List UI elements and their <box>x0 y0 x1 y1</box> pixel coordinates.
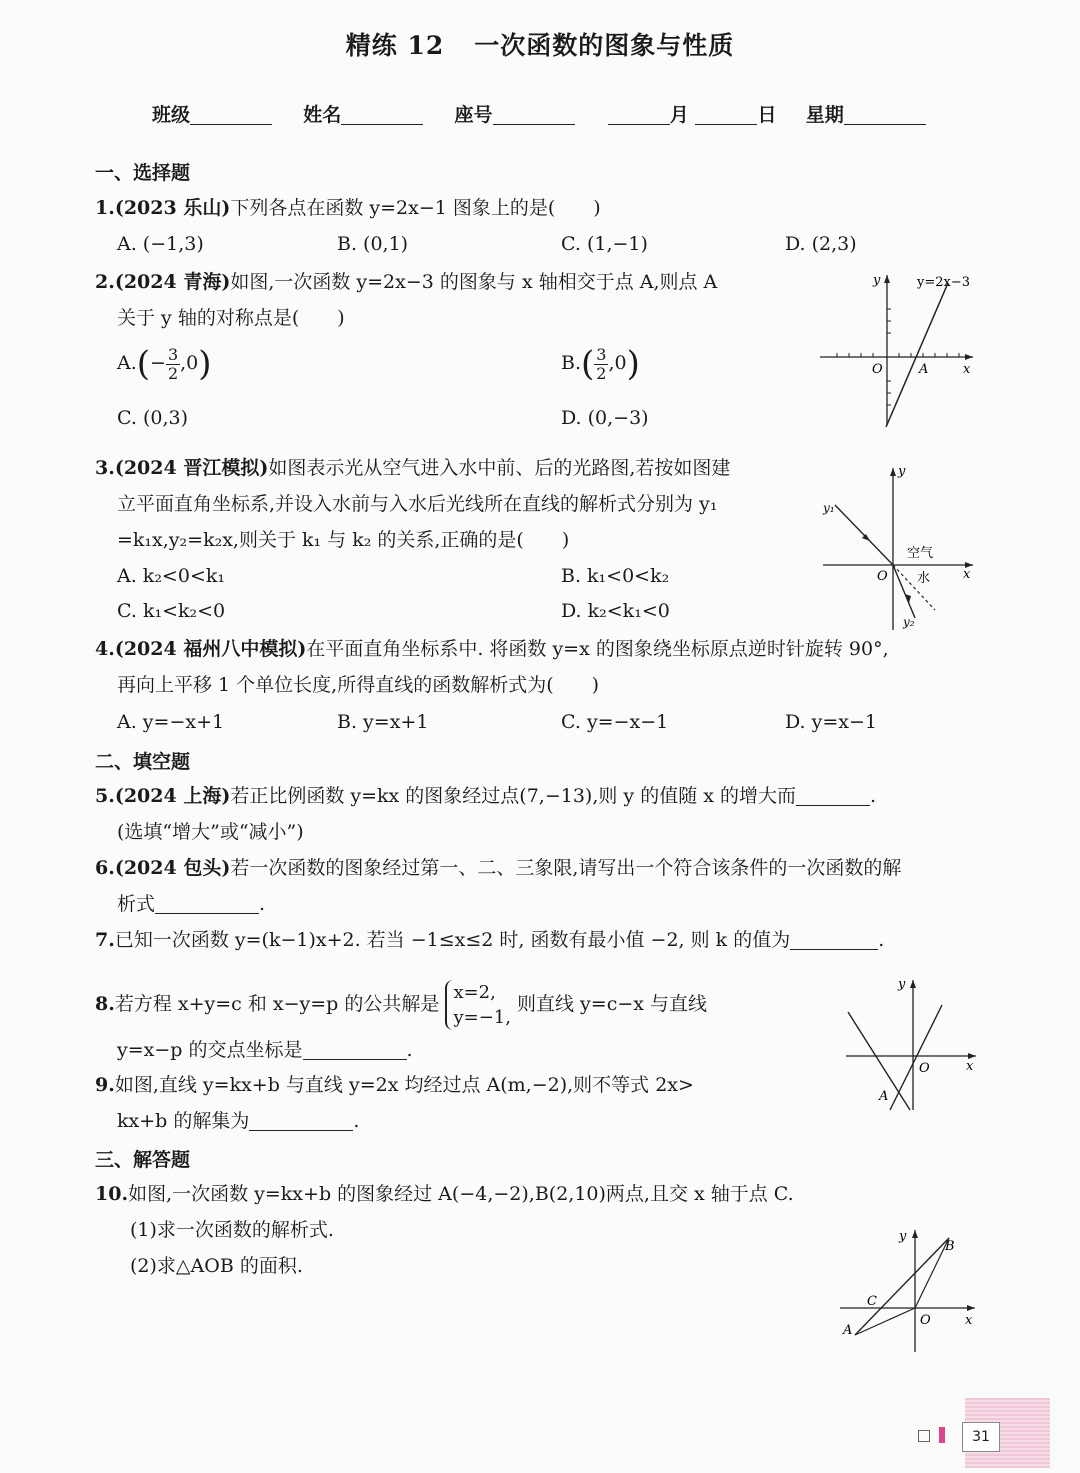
title-label: 精练 12 <box>345 31 445 60</box>
question-4 <box>95 637 889 661</box>
class-field[interactable] <box>190 104 272 125</box>
q2-text-line1: 如图,一次函数 y=2x−3 的图象与 x 轴相交于点 A,则点 A <box>230 271 718 293</box>
q10-number: 10. <box>95 1183 129 1205</box>
q10-graph <box>835 1222 985 1357</box>
q3-source: (2024 晋江模拟) <box>114 457 269 479</box>
q3-ray-incident <box>835 505 893 565</box>
q10-x-arrow <box>967 1305 975 1311</box>
q1-option-b: B. (0,1) <box>337 233 409 255</box>
q9-text-line2 <box>117 1109 359 1133</box>
day-label: 日 <box>757 104 777 126</box>
page-number: 31 <box>962 1422 1000 1452</box>
q7-end: . <box>878 929 885 951</box>
q9-graph-x-label: x <box>966 1059 974 1074</box>
q4-option-d: D. y=x−1 <box>785 711 878 733</box>
question-5 <box>95 784 876 808</box>
question-7 <box>95 928 884 952</box>
fraction-denominator: 2 <box>596 363 607 383</box>
q8-answer-blank[interactable] <box>303 1039 407 1060</box>
q8-text-line2-label: y=x−p 的交点坐标是 <box>117 1039 303 1061</box>
q2-option-b-prefix: B. <box>561 352 582 374</box>
q3-y-arrow <box>890 468 896 476</box>
q5-number: 5. <box>95 785 115 807</box>
q3-text-line3: =k₁x,y₂=k₂x,则关于 k₁ 与 k₂ 的关系,正确的是( ) <box>117 529 570 551</box>
page-title <box>0 26 1080 62</box>
q10-y-arrow <box>912 1230 918 1238</box>
q3-ray-refracted <box>893 565 915 618</box>
q3-text-line2: 立平面直角坐标系,并设入水前与入水后光线所在直线的解析式分别为 y₁ <box>117 493 718 515</box>
question-6 <box>95 856 901 880</box>
q3-graph-x-label: x <box>963 567 971 582</box>
q10-part-2: (2)求△AOB 的面积. <box>130 1255 303 1277</box>
q3-graph-origin-label: O <box>877 569 888 584</box>
q2-option-a-prefix: A. <box>117 352 137 374</box>
title-topic: 一次函数的图象与性质 <box>474 31 735 60</box>
month-label: 月 <box>669 104 689 126</box>
q2-option-b: B.( $\frac{3}{2}$ ,0) <box>561 344 640 384</box>
q2-graph-x-label: x <box>963 362 971 377</box>
q10-part-1: (1)求一次函数的解析式. <box>130 1219 334 1241</box>
q2-graph-origin-label: O <box>872 362 883 377</box>
q10-segment-ob <box>915 1238 949 1308</box>
fraction-numerator: 3 <box>167 344 179 364</box>
question-3 <box>95 456 730 480</box>
q3-text-line1: 如图表示光从空气进入水中前、后的光路图,若按如图建 <box>268 457 731 479</box>
q2-option-d: D. (0,−3) <box>561 407 649 429</box>
question-2 <box>95 270 717 294</box>
month-field[interactable] <box>608 104 670 125</box>
q9-number: 9. <box>95 1074 115 1096</box>
q10-segment-ao <box>855 1308 915 1335</box>
name-field[interactable] <box>341 104 423 125</box>
q3-graph <box>815 460 980 635</box>
q9-y-arrow <box>910 980 916 988</box>
q2-text-line2: 关于 y 轴的对称点是( ) <box>117 307 345 329</box>
question-8 <box>95 980 707 1030</box>
q10-graph-x-label: x <box>965 1313 973 1328</box>
seat-field[interactable] <box>493 104 575 125</box>
q2-source: (2024 青海) <box>114 271 231 293</box>
question-9 <box>95 1073 694 1097</box>
q9-graph <box>838 970 983 1115</box>
section-fill: 二、填空题 <box>95 751 191 773</box>
q10-graph-point-c-label: C <box>867 1294 877 1309</box>
q9-graph-origin-label: O <box>919 1061 930 1076</box>
question-1 <box>95 196 601 220</box>
q3-option-c: C. k₁<k₂<0 <box>117 600 226 622</box>
q6-text-line1: 若一次函数的图象经过第一、二、三象限,请写出一个符合该条件的一次函数的解 <box>230 857 902 879</box>
q4-text-line1: 在平面直角坐标系中. 将函数 y=x 的图象绕坐标原点逆时针旋转 90°, <box>306 638 889 660</box>
q9-graph-y-label: y <box>898 977 906 992</box>
q10-graph-origin-label: O <box>920 1313 931 1328</box>
q3-graph-y-label: y <box>898 464 906 479</box>
q6-source: (2024 包头) <box>114 857 231 879</box>
q2-number: 2. <box>95 271 115 293</box>
q7-text: 已知一次函数 y=(k−1)x+2. 若当 −1≤x≤2 时, 函数有最小值 −2, 则 k 的值为 <box>114 929 791 951</box>
small-square-icon <box>918 1430 930 1442</box>
fraction-denominator: 2 <box>167 363 179 383</box>
q4-text-line2: 再向上平移 1 个单位长度,所得直线的函数解析式为( ) <box>117 674 600 696</box>
q3-option-b: B. k₁<0<k₂ <box>561 565 670 587</box>
q2-option-a: A.(− $\frac{3}{2}$ ,0) <box>117 344 212 384</box>
q3-option-d: D. k₂<k₁<0 <box>561 600 670 622</box>
q8-text-pre: 若方程 x+y=c 和 x−y=p 的公共解是 <box>114 993 440 1015</box>
q10-text: 如图,一次函数 y=kx+b 的图象经过 A(−4,−2),B(2,10)两点,且交 x 轴于点 C. <box>128 1183 794 1205</box>
q2-x-arrow <box>965 354 973 360</box>
q2-option-b-tail: ,0 <box>608 352 627 374</box>
seat-label: 座号 <box>454 104 493 126</box>
q3-graph-water-label: 水 <box>917 571 931 586</box>
q9-graph-point-a-label: A <box>879 1089 889 1104</box>
q3-number: 3. <box>95 457 115 479</box>
q10-graph-point-a-label: A <box>843 1323 853 1338</box>
q4-option-a: A. y=−x+1 <box>117 711 225 733</box>
q10-graph-point-b-label: B <box>945 1239 955 1254</box>
q8-system-eq2: y=−1, <box>453 1007 511 1028</box>
q5-text-line1: 若正比例函数 y=kx 的图象经过点(7,−13),则 y 的值随 x 的增大而 <box>230 785 796 807</box>
q6-answer-blank[interactable] <box>155 893 259 914</box>
q1-option-c: C. (1,−1) <box>561 233 648 255</box>
q2-option-a-sign: − <box>150 352 166 374</box>
q4-source: (2024 福州八中模拟) <box>114 638 307 660</box>
q3-graph-air-label: 空气 <box>907 546 934 561</box>
q3-graph-y1-label: y₁ <box>823 501 835 515</box>
q8-text-line2 <box>117 1038 413 1062</box>
q6-end: . <box>259 893 266 915</box>
q2-line <box>886 283 948 427</box>
q1-option-d: D. (2,3) <box>785 233 857 255</box>
q8-system <box>445 980 511 1030</box>
q10-line-ab <box>855 1238 949 1335</box>
q1-text: 下列各点在函数 y=2x−1 图象上的是( ) <box>230 197 601 219</box>
q2-option-b-fraction <box>594 346 608 383</box>
fraction-numerator: 3 <box>596 344 607 364</box>
page-tab-mark <box>939 1427 945 1443</box>
q8-text-post: 则直线 y=c−x 与直线 <box>517 993 708 1015</box>
q4-option-c: C. y=−x−1 <box>561 711 669 733</box>
section-answer: 三、解答题 <box>95 1149 191 1171</box>
q8-system-eq1: x=2, <box>453 982 496 1003</box>
name-label: 姓名 <box>303 104 342 126</box>
q1-source: (2023 乐山) <box>114 197 231 219</box>
section-choice: 一、选择题 <box>95 162 191 184</box>
q6-text-line2-label: 析式 <box>117 893 156 915</box>
q5-answer-blank[interactable] <box>796 785 870 806</box>
q2-graph-y-label: y <box>873 273 881 288</box>
q6-number: 6. <box>95 857 115 879</box>
q2-option-c: C. (0,3) <box>117 407 188 429</box>
q9-line-2x <box>890 1005 942 1110</box>
week-field[interactable] <box>844 104 926 125</box>
q10-graph-y-label: y <box>899 1229 907 1244</box>
class-label: 班级 <box>152 104 191 126</box>
student-info-line <box>152 100 926 127</box>
q2-graph-line-label: y=2x−3 <box>917 275 971 290</box>
q2-graph <box>815 265 980 430</box>
q3-option-a: A. k₂<0<k₁ <box>117 565 225 587</box>
q9-text-line2-label: kx+b 的解集为 <box>117 1110 250 1132</box>
q6-text-line2 <box>117 892 265 916</box>
q3-graph-y2-label: y₂ <box>903 615 915 629</box>
q2-option-a-fraction <box>166 346 180 383</box>
q7-answer-blank[interactable] <box>790 929 878 950</box>
q2-graph-point-a-label: A <box>919 362 929 377</box>
question-10 <box>95 1182 794 1206</box>
q9-answer-blank[interactable] <box>249 1110 353 1131</box>
q5-end: . <box>870 785 877 807</box>
q5-source: (2024 上海) <box>114 785 231 807</box>
q5-text-line2: (选填“增大”或“减小”) <box>117 821 304 843</box>
week-label: 星期 <box>805 104 844 126</box>
q1-number: 1. <box>95 197 115 219</box>
day-field[interactable] <box>695 104 757 125</box>
q4-option-b: B. y=x+1 <box>337 711 429 733</box>
q2-option-a-tail: ,0 <box>180 352 199 374</box>
q1-option-a: A. (−1,3) <box>117 233 204 255</box>
q8-number: 8. <box>95 993 115 1015</box>
q9-text-line1: 如图,直线 y=kx+b 与直线 y=2x 均经过点 A(m,−2),则不等式 2x> <box>114 1074 694 1096</box>
q2-y-arrow <box>884 275 890 283</box>
q9-end: . <box>353 1110 360 1132</box>
q4-number: 4. <box>95 638 115 660</box>
q8-end: . <box>406 1039 413 1061</box>
q7-number: 7. <box>95 929 115 951</box>
